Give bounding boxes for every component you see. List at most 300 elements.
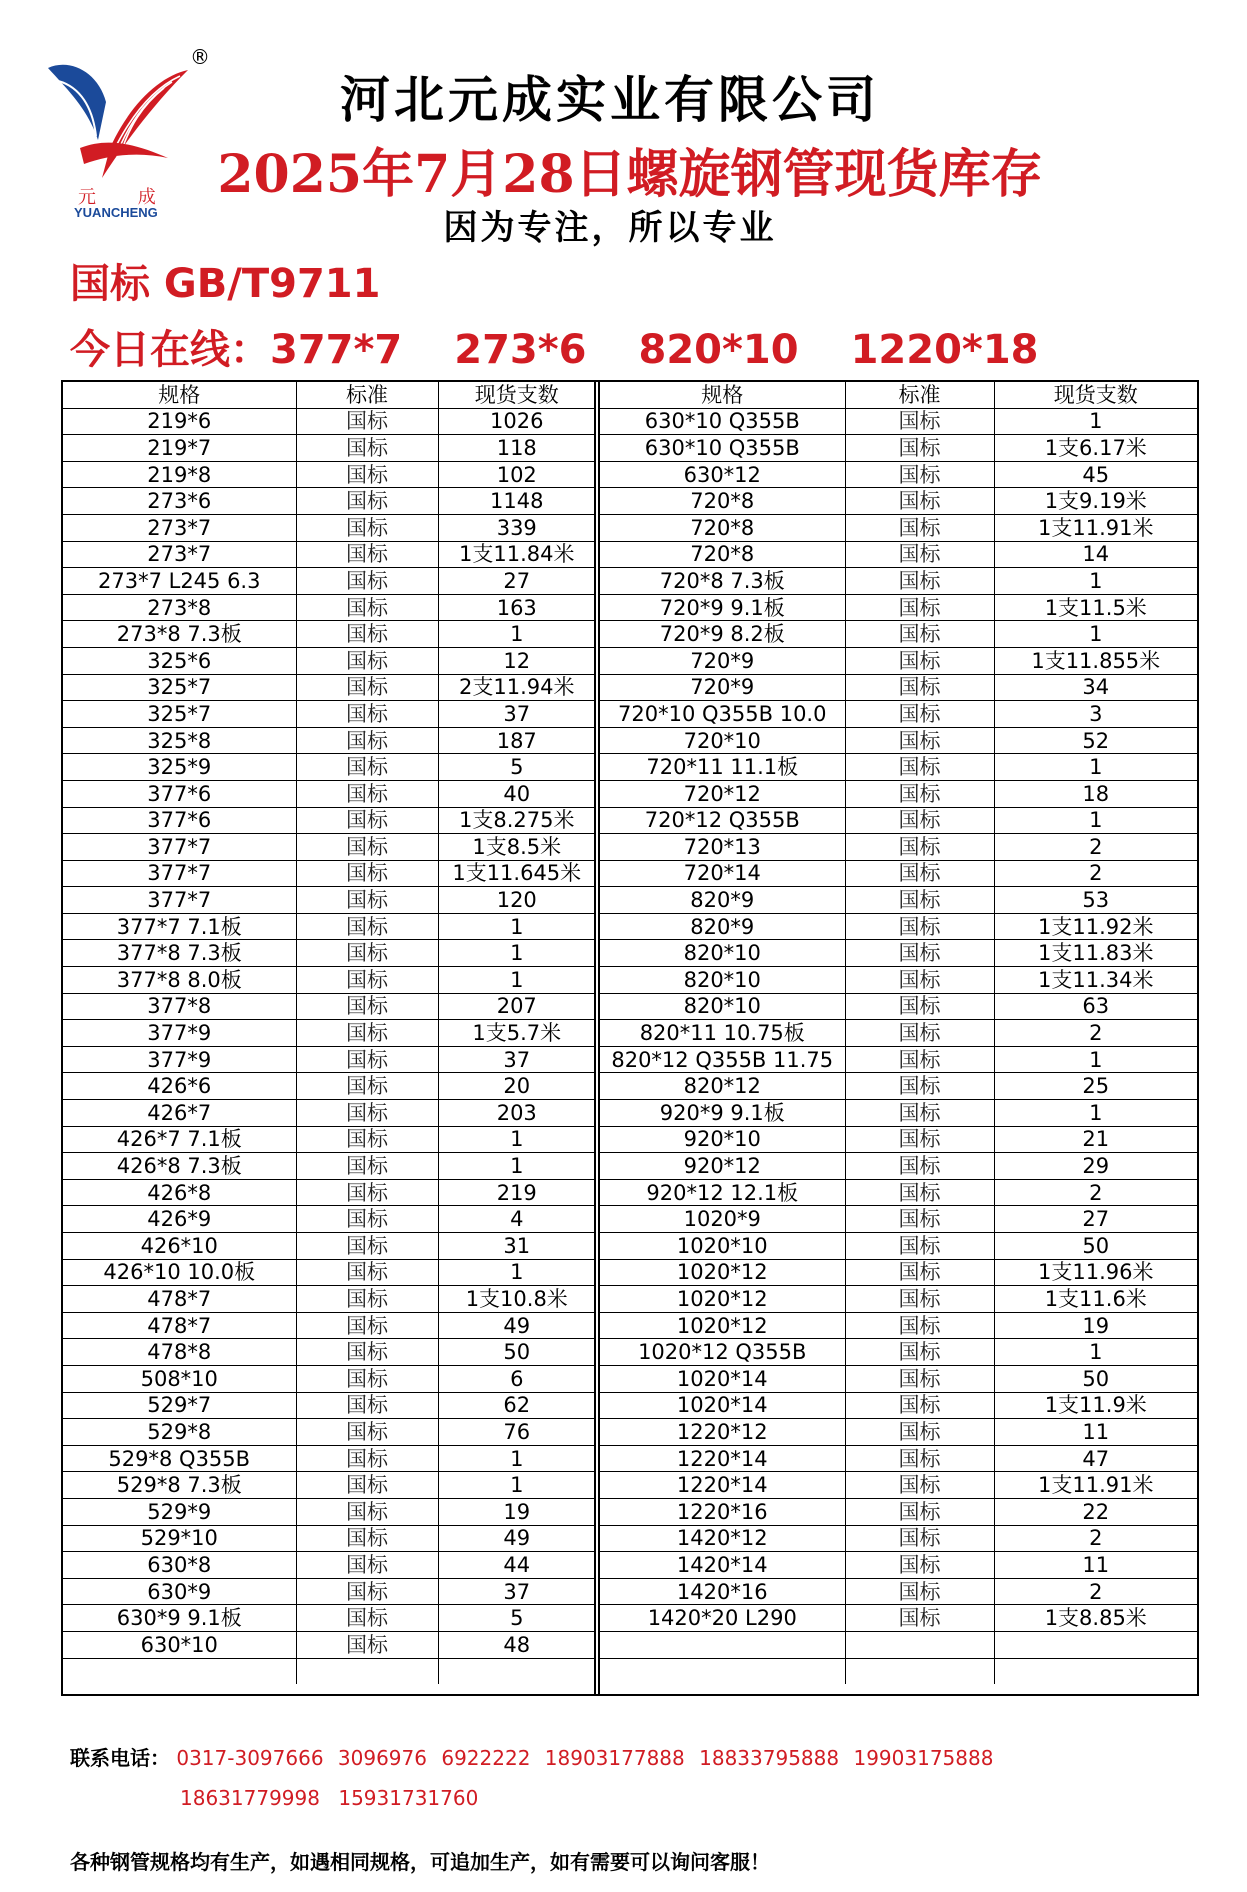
standard-cell: 国标 (845, 940, 994, 967)
spec-cell: 820*9 (600, 887, 845, 914)
table-row (63, 1100, 595, 1127)
table-row (600, 674, 1197, 701)
spec-cell: 920*12 (600, 1153, 845, 1180)
stock-count-cell: 21 (994, 1126, 1197, 1153)
table-row (63, 408, 595, 435)
standard-cell: 国标 (845, 913, 994, 940)
stock-count-cell: 203 (438, 1100, 595, 1127)
stock-count-cell: 76 (438, 1419, 595, 1446)
spec-cell: 325*9 (63, 754, 296, 781)
brand-name-cn: 元 成 (78, 187, 174, 208)
stock-count-cell: 1 (438, 940, 595, 967)
spec-cell: 630*10 Q355B (600, 435, 845, 462)
spec-cell: 1220*14 (600, 1472, 845, 1499)
spec-cell: 325*7 (63, 674, 296, 701)
standard-cell: 国标 (296, 568, 438, 595)
spec-cell: 529*8 (63, 1419, 296, 1446)
standard-cell: 国标 (845, 1179, 994, 1206)
stock-count-cell: 20 (438, 1073, 595, 1100)
stock-count-cell: 207 (438, 993, 595, 1020)
stock-count-cell: 1 (994, 754, 1197, 781)
stock-count-cell: 63 (994, 993, 1197, 1020)
table-row (63, 1126, 595, 1153)
standard-cell: 国标 (845, 1073, 994, 1100)
stock-count-cell: 22 (994, 1498, 1197, 1525)
spec-cell: 529*8 Q355B (63, 1445, 296, 1472)
table-row (63, 1498, 595, 1525)
table-row (600, 1259, 1197, 1286)
table-row (600, 1020, 1197, 1047)
stock-count-cell: 37 (438, 701, 595, 728)
standard-cell: 国标 (296, 461, 438, 488)
stock-count-cell: 2 (994, 834, 1197, 861)
spec-cell: 377*8 8.0板 (63, 967, 296, 994)
spec-cell: 720*12 Q355B (600, 807, 845, 834)
spec-cell (63, 1658, 296, 1684)
standard-cell: 国标 (296, 1073, 438, 1100)
table-row (600, 993, 1197, 1020)
table-row (63, 913, 595, 940)
stock-count-cell: 11 (994, 1552, 1197, 1579)
table-row (600, 967, 1197, 994)
standard-cell: 国标 (296, 1206, 438, 1233)
spec-cell: 377*7 (63, 887, 296, 914)
stock-count-cell: 50 (438, 1339, 595, 1366)
table-row (600, 1312, 1197, 1339)
stock-count-cell: 62 (438, 1392, 595, 1419)
stock-count-cell: 1 (438, 1259, 595, 1286)
spec-cell: 1020*14 (600, 1392, 845, 1419)
table-row (63, 1445, 595, 1472)
standard-cell: 国标 (845, 701, 994, 728)
table-row (63, 940, 595, 967)
stock-count-cell: 1支11.9米 (994, 1392, 1197, 1419)
spec-cell: 478*8 (63, 1339, 296, 1366)
standard-cell: 国标 (845, 461, 994, 488)
phone-number: 18631779998 (180, 1786, 320, 1810)
spec-cell: 478*7 (63, 1286, 296, 1313)
stock-count-cell: 1支11.96米 (994, 1259, 1197, 1286)
stock-count-cell: 37 (438, 1046, 595, 1073)
table-row (600, 754, 1197, 781)
standard-cell: 国标 (845, 621, 994, 648)
spec-cell: 377*7 7.1板 (63, 913, 296, 940)
standard-cell: 国标 (296, 1605, 438, 1632)
spec-cell: 426*7 7.1板 (63, 1126, 296, 1153)
stock-count-cell: 1支8.85米 (994, 1605, 1197, 1632)
standard-cell: 国标 (296, 727, 438, 754)
stock-count-cell: 27 (994, 1206, 1197, 1233)
standard-cell: 国标 (296, 541, 438, 568)
standard-cell: 国标 (296, 967, 438, 994)
spec-cell: 426*8 7.3板 (63, 1153, 296, 1180)
column-header: 标准 (296, 382, 438, 408)
stock-count-cell: 1 (994, 568, 1197, 595)
inventory-table (61, 380, 1199, 1696)
standard-cell: 国标 (296, 993, 438, 1020)
stock-count-cell: 102 (438, 461, 595, 488)
spec-cell: 720*11 11.1板 (600, 754, 845, 781)
stock-count-cell: 1 (438, 1445, 595, 1472)
standard-cell: 国标 (845, 1153, 994, 1180)
table-row (600, 488, 1197, 515)
stock-count-cell: 1支11.855米 (994, 647, 1197, 674)
standard-cell: 国标 (845, 1286, 994, 1313)
table-row (600, 1153, 1197, 1180)
stock-count-cell: 2 (994, 1578, 1197, 1605)
stock-count-cell: 1支6.17米 (994, 435, 1197, 462)
table-row (63, 807, 595, 834)
online-label: 今日在线： (70, 327, 270, 373)
table-row (63, 621, 595, 648)
spec-cell (600, 1631, 845, 1658)
table-header-row (600, 382, 1197, 408)
table-row (600, 541, 1197, 568)
slogan: 因为专注，所以专业 (443, 208, 777, 248)
standard-cell: 国标 (845, 993, 994, 1020)
spec-cell: 377*7 (63, 834, 296, 861)
standard-cell: 国标 (845, 1233, 994, 1260)
standard-cell: 国标 (296, 1365, 438, 1392)
spec-cell: 426*8 (63, 1179, 296, 1206)
table-row (63, 1046, 595, 1073)
standard-cell: 国标 (296, 1100, 438, 1127)
standard-cell: 国标 (296, 1020, 438, 1047)
table-row (600, 461, 1197, 488)
table-row (63, 1525, 595, 1552)
stock-count-cell: 1支11.91米 (994, 514, 1197, 541)
table-row (63, 754, 595, 781)
standard-cell: 国标 (845, 435, 994, 462)
table-row (600, 1445, 1197, 1472)
table-row (600, 780, 1197, 807)
standard-cell: 国标 (845, 1472, 994, 1499)
table-row (600, 1525, 1197, 1552)
stock-count-cell: 49 (438, 1312, 595, 1339)
spec-cell: 820*9 (600, 913, 845, 940)
spec-cell: 720*12 (600, 780, 845, 807)
standard-cell: 国标 (845, 1578, 994, 1605)
standard-cell: 国标 (296, 1153, 438, 1180)
spec-cell: 1220*14 (600, 1445, 845, 1472)
spec-cell: 1020*12 (600, 1286, 845, 1313)
standard-cell: 国标 (296, 1339, 438, 1366)
spec-cell: 720*14 (600, 860, 845, 887)
table-row (63, 727, 595, 754)
spec-cell: 630*12 (600, 461, 845, 488)
spec-cell: 273*7 L245 6.3 (63, 568, 296, 595)
stock-count-cell: 1支11.34米 (994, 967, 1197, 994)
spec-cell: 529*10 (63, 1525, 296, 1552)
table-row (600, 1631, 1197, 1658)
online-item: 820*10 (638, 327, 799, 373)
spec-cell: 820*10 (600, 993, 845, 1020)
table-header-row (63, 382, 595, 408)
stock-count-cell: 1 (994, 1100, 1197, 1127)
table-row (63, 993, 595, 1020)
table-row (600, 1126, 1197, 1153)
stock-count-cell: 1支5.7米 (438, 1020, 595, 1047)
stock-count-cell: 48 (438, 1631, 595, 1658)
table-row (63, 1073, 595, 1100)
standard-cell: 国标 (845, 1312, 994, 1339)
standard-cell: 国标 (296, 1472, 438, 1499)
table-row (63, 488, 595, 515)
table-row (600, 621, 1197, 648)
standard-cell: 国标 (296, 701, 438, 728)
standard-cell: 国标 (296, 807, 438, 834)
table-row (63, 1392, 595, 1419)
table-row (600, 807, 1197, 834)
page-title: 2025年7月28日螺旋钢管现货库存 (217, 144, 1043, 205)
spec-cell: 426*6 (63, 1073, 296, 1100)
stock-count-cell: 1支11.5米 (994, 594, 1197, 621)
stock-count-cell: 1支11.92米 (994, 913, 1197, 940)
stock-count-cell: 1148 (438, 488, 595, 515)
table-row (63, 1472, 595, 1499)
table-row (600, 887, 1197, 914)
stock-count-cell: 50 (994, 1233, 1197, 1260)
table-row (63, 701, 595, 728)
spec-cell: 377*7 (63, 860, 296, 887)
table-row (63, 1206, 595, 1233)
table-row (600, 568, 1197, 595)
stock-count-cell: 1支11.84米 (438, 541, 595, 568)
stock-count-cell: 1 (994, 408, 1197, 435)
stock-count-cell: 2 (994, 860, 1197, 887)
standard-cell: 国标 (845, 1100, 994, 1127)
stock-count-cell: 25 (994, 1073, 1197, 1100)
spec-cell: 1020*12 (600, 1259, 845, 1286)
table-row (600, 1206, 1197, 1233)
stock-count-cell: 1支11.6米 (994, 1286, 1197, 1313)
spec-cell: 1020*14 (600, 1365, 845, 1392)
table-row (600, 727, 1197, 754)
standard-cell: 国标 (296, 887, 438, 914)
standard-cell: 国标 (296, 1578, 438, 1605)
spec-cell: 426*10 10.0板 (63, 1259, 296, 1286)
standard-cell: 国标 (296, 514, 438, 541)
stock-count-cell: 34 (994, 674, 1197, 701)
stock-count-cell: 1 (438, 967, 595, 994)
stock-count-cell: 1支11.83米 (994, 940, 1197, 967)
contact-line-2 (180, 1786, 490, 1810)
spec-cell: 630*8 (63, 1552, 296, 1579)
spec-cell: 1420*14 (600, 1552, 845, 1579)
standard-cell: 国标 (296, 913, 438, 940)
spec-cell: 377*8 7.3板 (63, 940, 296, 967)
spec-cell: 820*10 (600, 967, 845, 994)
standard-cell: 国标 (845, 647, 994, 674)
stock-count-cell: 1支8.275米 (438, 807, 595, 834)
table-row (600, 1046, 1197, 1073)
spec-cell: 820*12 Q355B 11.75 (600, 1046, 845, 1073)
table-row (63, 541, 595, 568)
table-row (600, 1419, 1197, 1446)
stock-count-cell: 118 (438, 435, 595, 462)
table-row (600, 1100, 1197, 1127)
standard-cell: 国标 (845, 1498, 994, 1525)
spec-cell: 720*8 (600, 541, 845, 568)
stock-count-cell: 2 (994, 1525, 1197, 1552)
spec-cell: 478*7 (63, 1312, 296, 1339)
spec-cell: 720*8 7.3板 (600, 568, 845, 595)
stock-count-cell: 163 (438, 594, 595, 621)
standard-cell: 国标 (296, 1525, 438, 1552)
spec-cell: 325*6 (63, 647, 296, 674)
standard-cell: 国标 (845, 754, 994, 781)
standard-cell: 国标 (845, 887, 994, 914)
table-row (63, 1153, 595, 1180)
table-row (600, 1286, 1197, 1313)
stock-count-cell: 44 (438, 1552, 595, 1579)
stock-count-cell: 31 (438, 1233, 595, 1260)
table-row (600, 1073, 1197, 1100)
spec-cell: 720*8 (600, 488, 845, 515)
standard-cell: 国标 (845, 1605, 994, 1632)
column-header: 规格 (63, 382, 296, 408)
stock-count-cell: 47 (994, 1445, 1197, 1472)
spec-cell: 630*9 9.1板 (63, 1605, 296, 1632)
stock-count-cell: 5 (438, 1605, 595, 1632)
spec-cell: 720*9 (600, 674, 845, 701)
standard-cell: 国标 (845, 1365, 994, 1392)
table-row (600, 1552, 1197, 1579)
spec-cell: 529*7 (63, 1392, 296, 1419)
standard-cell: 国标 (296, 1498, 438, 1525)
spec-cell: 720*13 (600, 834, 845, 861)
spec-cell: 426*10 (63, 1233, 296, 1260)
table-row (600, 1605, 1197, 1632)
standard-cell: 国标 (296, 754, 438, 781)
stock-count-cell: 2支11.94米 (438, 674, 595, 701)
standard-cell: 国标 (845, 834, 994, 861)
spec-cell: 377*9 (63, 1046, 296, 1073)
spec-cell: 377*8 (63, 993, 296, 1020)
stock-count-cell: 1 (994, 1046, 1197, 1073)
spec-cell: 920*12 12.1板 (600, 1179, 845, 1206)
stock-count-cell: 3 (994, 701, 1197, 728)
standard-cell: 国标 (296, 488, 438, 515)
stock-count-cell: 6 (438, 1365, 595, 1392)
stock-count-cell: 14 (994, 541, 1197, 568)
table-row (600, 860, 1197, 887)
standard-cell: 国标 (296, 1286, 438, 1313)
stock-count-cell: 1支11.91米 (994, 1472, 1197, 1499)
spec-cell: 720*9 9.1板 (600, 594, 845, 621)
standard-cell: 国标 (296, 594, 438, 621)
standard-cell: 国标 (845, 967, 994, 994)
table-row (63, 834, 595, 861)
table-row (600, 940, 1197, 967)
table-row (63, 1605, 595, 1632)
table-row (63, 1658, 595, 1684)
spec-cell: 630*10 (63, 1631, 296, 1658)
standard-cell: 国标 (845, 488, 994, 515)
table-row (63, 1578, 595, 1605)
standard-cell: 国标 (296, 1552, 438, 1579)
spec-cell: 720*9 8.2板 (600, 621, 845, 648)
online-item: 273*6 (454, 327, 587, 373)
spec-cell: 426*7 (63, 1100, 296, 1127)
stock-count-cell: 37 (438, 1578, 595, 1605)
standard-cell: 国标 (845, 594, 994, 621)
standard-cell (296, 1658, 438, 1684)
table-row (63, 1631, 595, 1658)
stock-count-cell: 1026 (438, 408, 595, 435)
table-row (63, 647, 595, 674)
phone-number: 0317-3097666 (176, 1746, 324, 1770)
table-row (63, 1552, 595, 1579)
stock-count-cell: 1支9.19米 (994, 488, 1197, 515)
standard-cell: 国标 (296, 1233, 438, 1260)
phone-number: 3096976 (337, 1746, 427, 1770)
spec-cell: 377*6 (63, 780, 296, 807)
contact-line (70, 1742, 1001, 1771)
spec-cell: 920*9 9.1板 (600, 1100, 845, 1127)
standard-cell: 国标 (296, 834, 438, 861)
stock-count-cell: 52 (994, 727, 1197, 754)
standard-cell: 国标 (845, 514, 994, 541)
standard-cell: 国标 (296, 780, 438, 807)
table-row (63, 1312, 595, 1339)
spec-cell: 630*10 Q355B (600, 408, 845, 435)
spec-cell: 529*8 7.3板 (63, 1472, 296, 1499)
spec-cell: 1220*16 (600, 1498, 845, 1525)
standard-cell: 国标 (296, 1419, 438, 1446)
spec-cell: 219*6 (63, 408, 296, 435)
spec-cell: 820*12 (600, 1073, 845, 1100)
table-row (63, 1020, 595, 1047)
spec-cell: 273*6 (63, 488, 296, 515)
standard-cell: 国标 (845, 860, 994, 887)
spec-cell: 273*7 (63, 514, 296, 541)
spec-cell: 720*10 (600, 727, 845, 754)
standard-cell: 国标 (845, 1259, 994, 1286)
table-row (63, 967, 595, 994)
table-row (63, 461, 595, 488)
spec-cell (600, 1658, 845, 1684)
spec-cell: 1020*12 Q355B (600, 1339, 845, 1366)
column-header: 现货支数 (438, 382, 595, 408)
phone-number: 15931731760 (338, 1786, 479, 1810)
stock-count-cell: 1 (438, 621, 595, 648)
standard-cell (845, 1658, 994, 1684)
table-row (600, 1472, 1197, 1499)
table-row (63, 780, 595, 807)
online-item: 377*7 (270, 327, 403, 373)
stock-count-cell: 11 (994, 1419, 1197, 1446)
standard-cell (845, 1631, 994, 1658)
stock-count-cell: 1 (438, 1153, 595, 1180)
table-row (63, 1419, 595, 1446)
standard-cell: 国标 (296, 674, 438, 701)
standard-cell: 国标 (296, 940, 438, 967)
inventory-table-left (63, 382, 595, 1684)
standard-cell: 国标 (845, 1419, 994, 1446)
table-row (63, 514, 595, 541)
spec-cell: 1020*10 (600, 1233, 845, 1260)
stock-count-cell: 1 (438, 1472, 595, 1499)
stock-count-cell: 2 (994, 1179, 1197, 1206)
phone-number: 19903175888 (853, 1746, 994, 1770)
spec-cell: 720*8 (600, 514, 845, 541)
stock-count-cell: 5 (438, 754, 595, 781)
table-row (600, 594, 1197, 621)
standard-cell: 国标 (845, 1339, 994, 1366)
standard-cell: 国标 (296, 621, 438, 648)
phone-number: 18833795888 (699, 1746, 840, 1770)
